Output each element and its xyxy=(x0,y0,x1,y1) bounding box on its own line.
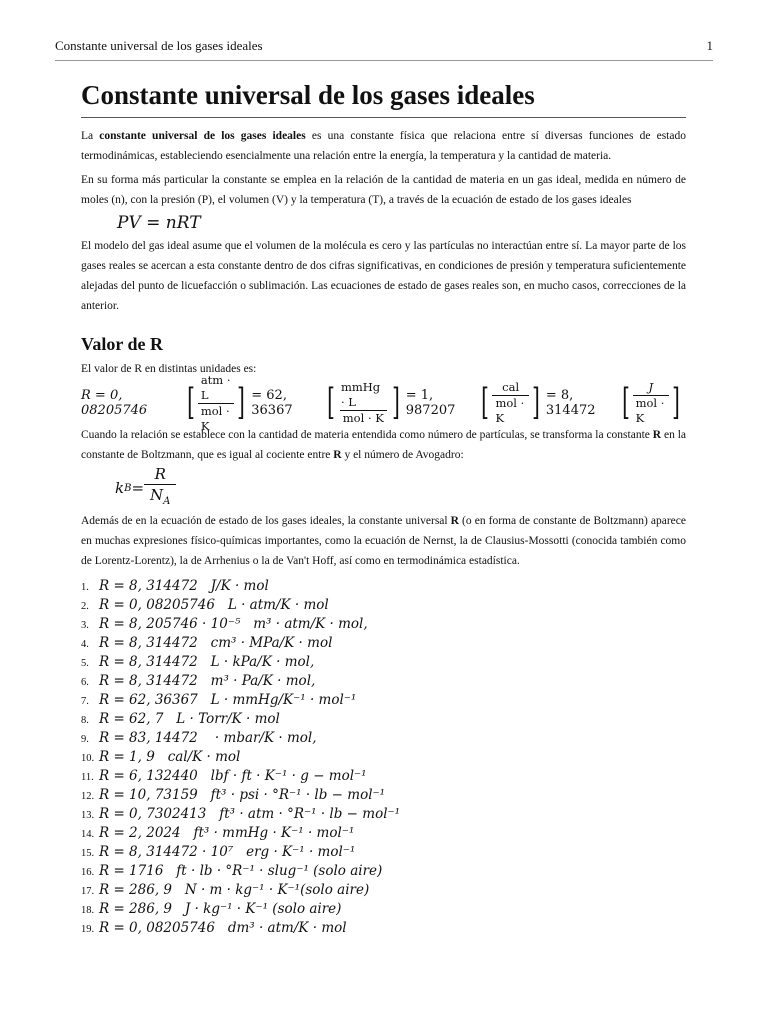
applications-text-c: (o en forma de constante de Boltzmann) aparece en muchas expresiones físico-químicas importantes, como la ecuación de Nernst, la de Clausius-Mossotti (conocida también como de Lorentz-Lorentz), la de Arrhenius o la de Van't Hoff, así como en termodinámica estadística. xyxy=(81,515,686,567)
list-item xyxy=(81,767,686,786)
ideal-gas-model-paragraph: El modelo del gas ideal asume que el volumen de la molécula es cero y las partículas no interactúan entre sí. La mayor parte de los gases reales se acercan a esta constante dentro de dos cifras significativas, en condiciones de presión y temperatura suficientemente alejadas del punto de licuefacción o sublimación. Las ecuaciones de estado de gases reales son, en mucho casos, correcciones de la anterior. xyxy=(81,240,686,312)
r-value: R = 8, 314472 L · kPa/K · mol, xyxy=(99,654,315,670)
boltzmann-text-d: y el número de Avogadro: xyxy=(341,449,464,461)
r-value: R = 0, 08205746 dm³ · atm/K · mol xyxy=(99,920,347,936)
list-item xyxy=(81,900,686,919)
list-item xyxy=(81,748,686,767)
r-value: R = 8, 314472 cm³ · MPa/K · mol xyxy=(99,635,333,651)
r-units-equation xyxy=(81,372,686,433)
unit-numerator: atm · L xyxy=(200,372,231,402)
unit-denominator: mol · K xyxy=(492,395,528,426)
r-value: R = 62, 7 L · Torr/K · mol xyxy=(99,711,280,727)
unit-denominator: mol · K xyxy=(633,395,669,426)
r-value: R = 0, 08205746 L · atm/K · mol xyxy=(99,597,329,613)
list-number: 15. xyxy=(81,848,95,859)
r-value: R = 8, 314472 J/K · mol xyxy=(99,578,269,594)
list-number: 7. xyxy=(81,696,89,707)
list-item xyxy=(81,862,686,881)
list-number: 12. xyxy=(81,791,95,802)
list-item xyxy=(81,615,686,634)
r-unit-mmhg-l: [ $\frac{\text{mmHg · L}}{\text{mol · K}}$ ] xyxy=(327,380,400,425)
unit-denominator: mol · K xyxy=(340,410,387,426)
list-item xyxy=(81,881,686,900)
list-number: 10. xyxy=(81,753,95,764)
list-item xyxy=(81,710,686,729)
r-eq-term-3: = 1, 987207 xyxy=(405,388,456,418)
list-item xyxy=(81,577,686,596)
page-number: 1 xyxy=(706,38,713,53)
boltzmann-formula xyxy=(115,465,686,511)
kb-denominator xyxy=(144,484,176,512)
r-value: R = 62, 36367 L · mmHg/K⁻¹ · mol⁻¹ xyxy=(99,692,357,708)
intro-prefix: La xyxy=(81,130,100,142)
kb-equals: = xyxy=(131,479,145,497)
r-eq-lhs: R = 0, 08205746 xyxy=(81,388,148,418)
applications-text-a: Además de en la ecuación de estado de los gases ideales, la constante universal xyxy=(81,515,451,527)
list-item xyxy=(81,634,686,653)
page-content xyxy=(81,80,686,938)
r-eq-term-4: = 8, 314472 xyxy=(545,388,596,418)
r-value: R = 10, 73159 ft³ · psi · °R⁻¹ · lb − mol⁻¹ xyxy=(99,787,386,803)
list-number: 8. xyxy=(81,715,89,726)
intro-rest: es una constante física que relaciona entre sí diversas funciones de estado termodinámicas, estableciendo esencialmente una relación entre la energía, la temperatura y la cantidad de materia. xyxy=(81,130,686,162)
list-number: 18. xyxy=(81,905,95,916)
r-value: R = 2, 2024 ft³ · mmHg · K⁻¹ · mol⁻¹ xyxy=(99,825,355,841)
values-intro-paragraph: El valor de R en distintas unidades es: xyxy=(81,363,257,375)
list-item xyxy=(81,596,686,615)
boltzmann-bold-r-2: R xyxy=(333,449,342,461)
boltzmann-paragraph xyxy=(81,425,686,465)
r-unit-atm-l: [ $\frac{\text{atm · L}}{\text{mol · K}}$ ] xyxy=(186,372,246,433)
kb-fraction xyxy=(144,464,176,512)
running-header xyxy=(55,38,713,61)
kb-subscript: B xyxy=(124,482,132,494)
r-unit-cal: [ $\frac{\text{cal}}{\text{mol · K}}$ ] xyxy=(481,380,540,425)
r-value: R = 6, 132440 lbf · ft · K⁻¹ · g − mol⁻¹ xyxy=(99,768,367,784)
boltzmann-text-c: en la constante de Boltzmann, que es igual al cociente entre xyxy=(81,429,687,461)
intro-paragraph xyxy=(81,126,686,166)
r-value: R = 8, 205746 · 10⁻⁵ m³ · atm/K · mol, xyxy=(99,616,368,632)
list-number: 6. xyxy=(81,677,89,688)
boltzmann-bold-r: R xyxy=(652,429,662,441)
list-number: 3. xyxy=(81,620,89,631)
list-number: 9. xyxy=(81,734,89,745)
unit-numerator: J xyxy=(648,380,654,394)
list-item xyxy=(81,919,686,938)
list-item xyxy=(81,729,686,748)
ideal-gas-formula: PV = nRT xyxy=(117,213,201,233)
boltzmann-text-a: Cuando la relación se establece con la cantidad de materia entendida como número de partículas, se transforma la constante xyxy=(81,429,653,441)
list-item xyxy=(81,672,686,691)
page-title: Constante universal de los gases ideales xyxy=(81,80,686,118)
list-number: 14. xyxy=(81,829,95,840)
list-item xyxy=(81,653,686,672)
list-item xyxy=(81,691,686,710)
list-number: 5. xyxy=(81,658,89,669)
unit-numerator: mmHg · L xyxy=(340,380,381,409)
list-number: 11. xyxy=(81,772,94,783)
r-value: R = 8, 314472 m³ · Pa/K · mol, xyxy=(99,673,316,689)
list-number: 17. xyxy=(81,886,95,897)
applications-paragraph xyxy=(81,511,686,571)
list-number: 1. xyxy=(81,582,89,593)
usage-paragraph: En su forma más particular la constante se emplea en la relación de la cantidad de materia en un gas ideal, medida en número de moles (n), con la presión (P), el volumen (V) y la temperatura (T), a través de la ecuación de estado de los gases ideales xyxy=(81,174,686,206)
r-value: R = 0, 7302413 ft³ · atm · °R⁻¹ · lb − mol⁻¹ xyxy=(99,806,401,822)
list-item xyxy=(81,843,686,862)
r-values-list xyxy=(81,577,686,938)
r-value: R = 1, 9 cal/K · mol xyxy=(99,749,241,765)
r-value: R = 1716 ft · lb · °R⁻¹ · slug⁻¹ (solo aire) xyxy=(99,863,383,879)
unit-denominator: mol · K xyxy=(198,403,234,434)
list-number: 16. xyxy=(81,867,95,878)
applications-bold-r: R xyxy=(450,515,459,527)
kb-numerator: R xyxy=(154,465,166,483)
intro-bold-term: constante universal de los gases ideales xyxy=(99,130,306,142)
unit-numerator: cal xyxy=(502,380,520,394)
list-item xyxy=(81,824,686,843)
kb-denominator-subscript: A xyxy=(163,496,171,507)
list-item xyxy=(81,805,686,824)
r-eq-term-2: = 62, 36367 xyxy=(251,388,293,418)
kb-symbol: k xyxy=(115,479,125,497)
r-value: R = 286, 9 J · kg⁻¹ · K⁻¹ (solo aire) xyxy=(99,901,342,917)
r-value: R = 8, 314472 · 10⁷ erg · K⁻¹ · mol⁻¹ xyxy=(99,844,356,860)
r-value: R = 286, 9 N · m · kg⁻¹ · K⁻¹(solo aire) xyxy=(99,882,370,898)
list-number: 4. xyxy=(81,639,89,650)
running-header-title: Constante universal de los gases ideales xyxy=(55,38,263,53)
list-number: 19. xyxy=(81,924,95,935)
section-title-valor-de-r: Valor de R xyxy=(81,334,164,354)
r-unit-joule: [ $\frac{J}{\text{mol · K}}$ ] xyxy=(621,380,680,425)
r-value: R = 83, 14472 · mbar/K · mol, xyxy=(99,730,317,746)
list-item xyxy=(81,786,686,805)
list-number: 13. xyxy=(81,810,95,821)
kb-denominator-symbol: N xyxy=(150,486,164,504)
list-number: 2. xyxy=(81,601,89,612)
